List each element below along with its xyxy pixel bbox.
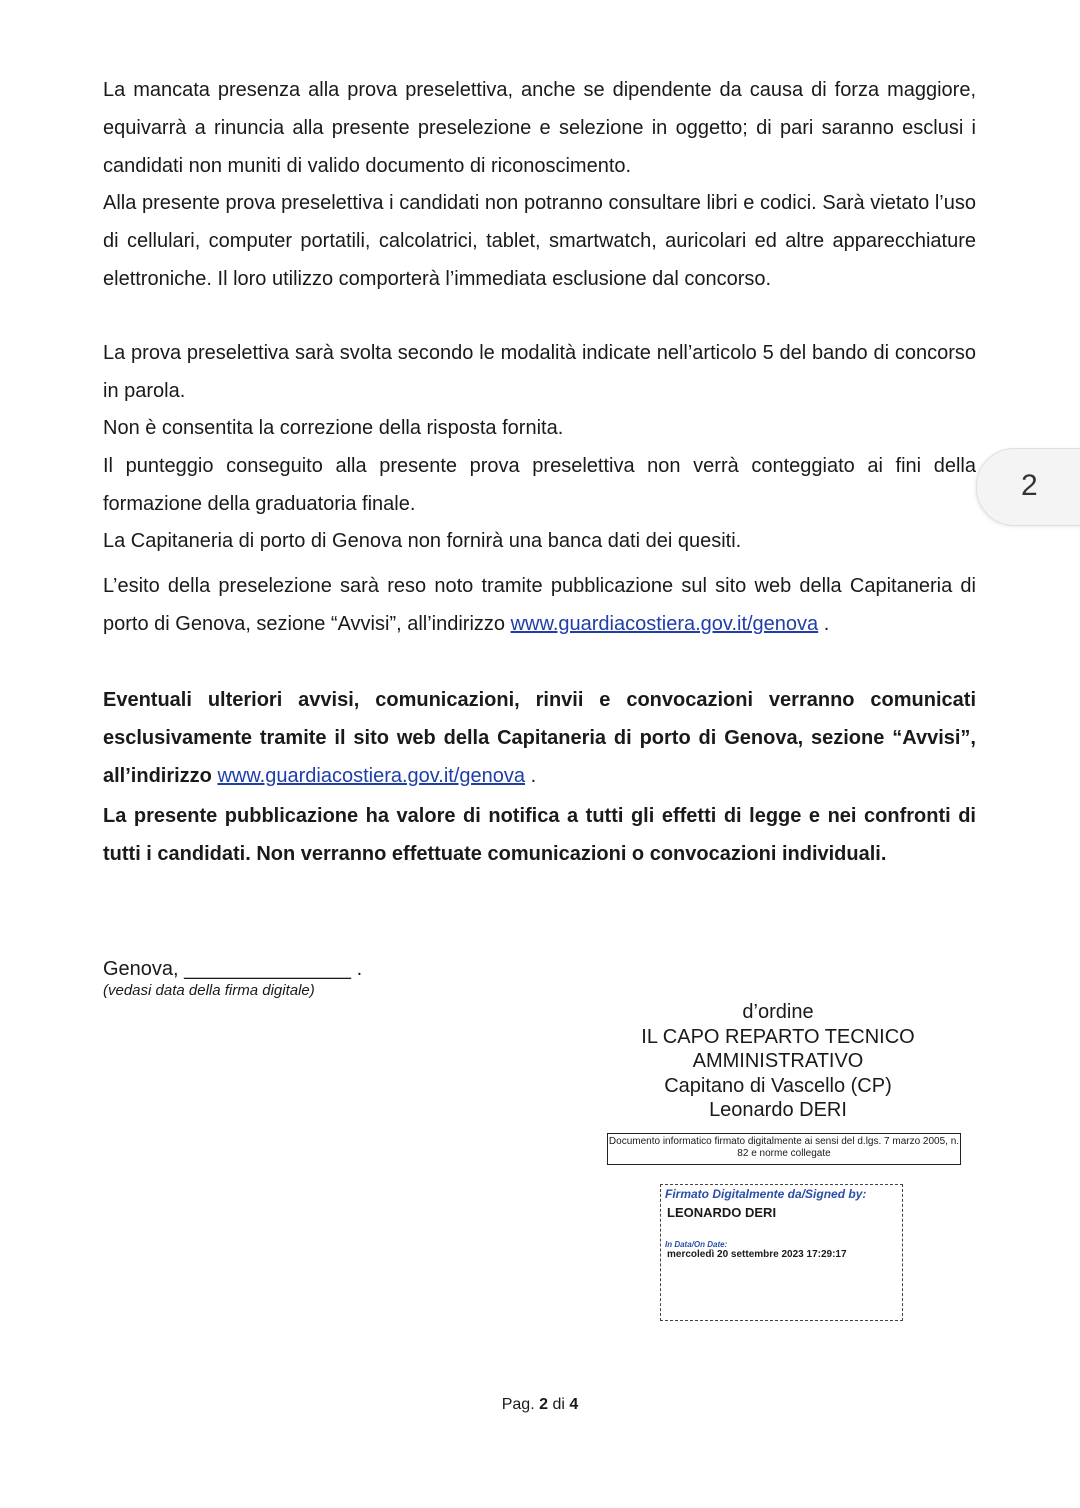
notices-text: Eventuali ulteriori avvisi, comunicazioni, rinvii e convocazioni verranno comunicati esclusivamente tramite il sito web della Capitaneria di porto di Genova, sezione “Avvisi”, all’indirizzo: [103, 689, 976, 787]
paragraph-further-notices: [103, 682, 976, 795]
stamp-signer-name: LEONARDO DERI: [667, 1205, 777, 1220]
outcome-text: L’esito della preselezione sarà reso noto tramite pubblicazione sul sito web della Capitaneria di porto di Genova, sezione “Avvisi”, all’indirizzo: [103, 575, 976, 635]
paragraph-no-correction: Non è consentita la correzione della risposta fornita.: [103, 417, 564, 439]
signature-line-rank: Capitano di Vascello (CP): [664, 1074, 892, 1097]
footer-current-page: 2: [539, 1396, 548, 1413]
footer-middle: di: [548, 1396, 570, 1413]
stamp-signed-by-label: Firmato Digitalmente da/Signed by:: [665, 1187, 867, 1201]
page-footer: [0, 1396, 1080, 1414]
signature-line-department: AMMINISTRATIVO: [692, 1050, 864, 1072]
signature-line-title: IL CAPO REPARTO TECNICO: [641, 1025, 915, 1048]
paragraph-outcome: [103, 568, 976, 644]
notices-link[interactable]: www.guardiacostiera.gov.it/genova: [217, 764, 526, 787]
stamp-date-label: In Data/On Date:: [665, 1240, 728, 1249]
footer-total-pages: 4: [569, 1396, 579, 1413]
digital-signature-notice: Documento informatico firmato digitalmente ai sensi del d.lgs. 7 marzo 2005, n. 82 e norme collegate: [607, 1133, 961, 1165]
digital-signature-stamp: [660, 1184, 903, 1321]
outcome-end: .: [818, 612, 830, 635]
page-number-badge-label: 2: [1021, 469, 1038, 502]
stamp-date: mercoledì 20 settembre 2023 17:29:17: [667, 1249, 847, 1260]
signature-line-name: Leonardo DERI: [709, 1099, 847, 1121]
paragraph-no-database: La Capitaneria di porto di Genova non fornirà una banca dati dei quesiti.: [103, 530, 742, 552]
outcome-link[interactable]: www.guardiacostiera.gov.it/genova: [510, 612, 819, 635]
footer-prefix: Pag.: [501, 1396, 540, 1413]
paragraph-modalities: La prova preselettiva sarà svolta secondo le modalità indicate nell’articolo 5 del bando di concorso in parola.: [103, 342, 976, 402]
signature-block: [608, 1000, 948, 1123]
paragraph-devices: Alla presente prova preselettiva i candidati non potranno consultare libri e codici. Sarà vietato l’uso di cellulari, computer portatili, calcolatrici, tablet, smartwatch, auricolari ed altre apparecchiature elettroniche. Il loro utilizzo comporterà l’immediata esclusione dal concorso.: [103, 192, 976, 290]
signature-line-order: d’ordine: [742, 1001, 814, 1023]
place-date-line: Genova, _______________ .: [103, 958, 363, 980]
notices-end: .: [525, 764, 537, 787]
paragraph-score: Il punteggio conseguito alla presente prova preselettiva non verrà conteggiato ai fini della formazione della graduatoria finale.: [103, 455, 976, 515]
page-number-badge: [976, 448, 1080, 526]
place-date-note: (vedasi data della firma digitale): [103, 982, 315, 999]
paragraph-notification: La presente pubblicazione ha valore di notifica a tutti gli effetti di legge e nei confronti di tutti i candidati. Non verranno effettuate comunicazioni o convocazioni individuali.: [103, 805, 976, 865]
paragraph-absence: La mancata presenza alla prova preselettiva, anche se dipendente da causa di forza maggiore, equivarrà a rinuncia alla presente preselezione e selezione in oggetto; di pari saranno esclusi i candidati non muniti di valido documento di riconoscimento.: [103, 79, 976, 177]
